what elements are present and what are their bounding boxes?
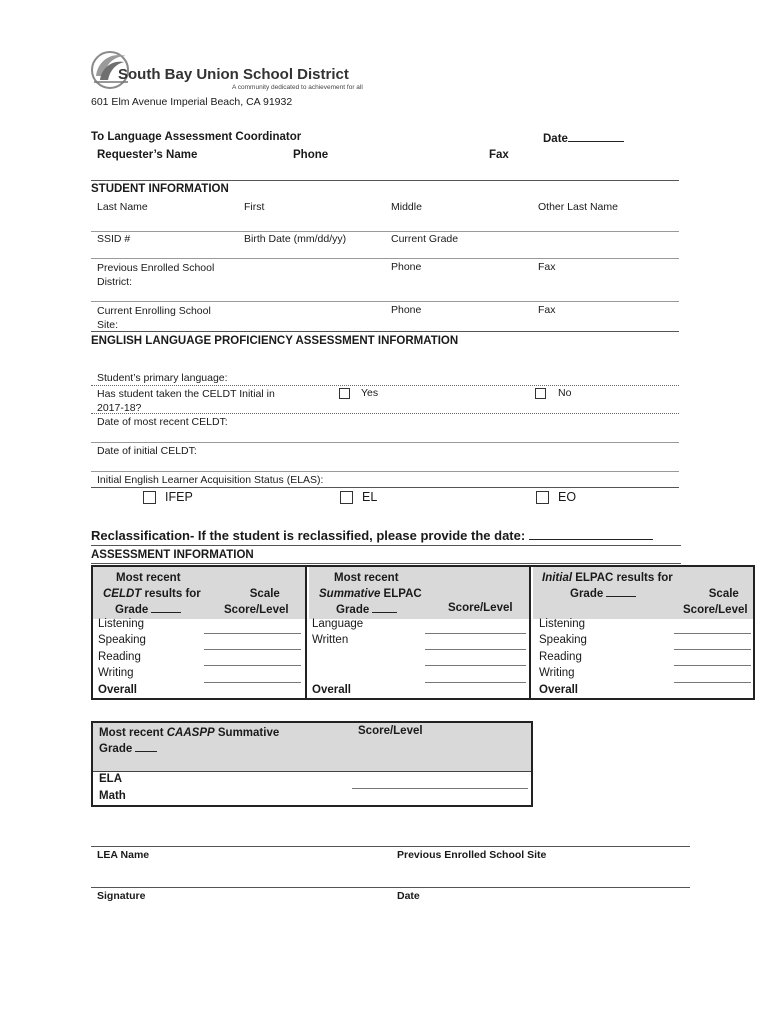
previous-school-phone-field[interactable]: Phone (391, 261, 422, 273)
initial-celdt-date-field[interactable]: Date of initial CELDT: (97, 445, 197, 457)
requester-label: Requester’s Name (97, 149, 198, 161)
reclassification-date-field[interactable] (529, 527, 653, 540)
divider (91, 887, 690, 888)
summative-score-heading: Score/Level (448, 602, 513, 614)
divider (91, 331, 679, 332)
summative-score-field[interactable] (425, 649, 526, 650)
divider (91, 563, 681, 564)
district-address: 601 Elm Avenue Imperial Beach, CA 91932 (91, 96, 293, 108)
celdt-scale-heading: Scale Score/Level (224, 588, 289, 616)
ifep-label: IFEP (165, 490, 193, 504)
divider (91, 413, 679, 414)
celdt-score-field[interactable] (204, 649, 301, 650)
middle-name-field[interactable]: Middle (391, 201, 422, 213)
fax-label: Fax (489, 149, 509, 161)
initial-score-field[interactable] (674, 649, 751, 650)
initial-scale-heading: Scale Score/Level (683, 588, 748, 616)
divider (91, 385, 679, 386)
divider (91, 545, 681, 546)
primary-language-field[interactable]: Student’s primary language: (97, 372, 228, 384)
caaspp-math-label: Math (99, 790, 126, 802)
ifep-checkbox[interactable] (143, 491, 156, 504)
el-checkbox[interactable] (340, 491, 353, 504)
initial-row-label: Speaking (539, 634, 587, 646)
celdt-initial-question: Has student taken the CELDT Initial in 2017-18? (97, 388, 275, 414)
no-label: No (558, 387, 572, 399)
summative-row-label: Language (312, 618, 364, 630)
divider (91, 258, 679, 259)
elas-label: Initial English Learner Acquisition Status (ELAS): (97, 474, 324, 486)
to-line: To Language Assessment Coordinator (91, 131, 302, 143)
divider (91, 231, 679, 232)
signature-date-field[interactable]: Date (397, 890, 420, 902)
district-tagline: A community dedicated to achievement for all (232, 84, 363, 91)
summative-score-field[interactable] (425, 633, 526, 634)
current-school-phone-field[interactable]: Phone (391, 304, 422, 316)
celdt-score-field[interactable] (204, 682, 301, 683)
celdt-row-label: Speaking (98, 634, 146, 646)
summative-overall-label: Overall (312, 684, 351, 696)
divider (91, 301, 679, 302)
initial-score-field[interactable] (674, 682, 751, 683)
celdt-score-field[interactable] (204, 633, 301, 634)
celdt-score-field[interactable] (204, 665, 301, 666)
current-school-field[interactable]: Current Enrolling School Site: (97, 305, 211, 331)
summative-score-field[interactable] (425, 665, 526, 666)
district-name: South Bay Union School District (118, 66, 349, 83)
caaspp-heading: Most recent CAASPP Summative Grade (99, 727, 280, 755)
initial-score-field[interactable] (674, 633, 751, 634)
date-label: Date (543, 131, 624, 145)
current-grade-field[interactable]: Current Grade (391, 233, 459, 245)
divider (91, 846, 690, 847)
current-school-fax-field[interactable]: Fax (538, 304, 556, 316)
el-label: EL (362, 490, 378, 504)
previous-school-site-field[interactable]: Previous Enrolled School Site (397, 849, 547, 861)
initial-row-label: Reading (539, 651, 582, 663)
eo-checkbox[interactable] (536, 491, 549, 504)
initial-overall-label: Overall (539, 684, 578, 696)
celdt-overall-label: Overall (98, 684, 137, 696)
celdt-heading: Most recent CELDT results for Grade (103, 572, 201, 616)
yes-label: Yes (361, 387, 379, 399)
student-section-title: STUDENT INFORMATION (91, 183, 229, 195)
divider (91, 471, 679, 472)
eo-label: EO (558, 490, 577, 504)
divider (91, 487, 679, 488)
initial-elpac-heading: Initial ELPAC results for Grade (542, 572, 673, 600)
initial-score-field[interactable] (674, 665, 751, 666)
summative-score-field[interactable] (425, 682, 526, 683)
summative-row-label: Written (312, 634, 349, 646)
initial-row-label: Writing (539, 667, 575, 679)
assessment-section-title: ASSESSMENT INFORMATION (91, 549, 254, 561)
caaspp-ela-score-field[interactable] (352, 788, 528, 789)
birth-date-field[interactable]: Birth Date (mm/dd/yy) (244, 233, 347, 245)
yes-checkbox[interactable] (339, 388, 350, 399)
celdt-row-label: Writing (98, 667, 134, 679)
divider (93, 771, 531, 772)
column-divider (305, 565, 307, 700)
initial-row-label: Listening (539, 618, 586, 630)
recent-celdt-date-field[interactable]: Date of most recent CELDT: (97, 416, 228, 428)
caaspp-score-heading: Score/Level (358, 725, 423, 737)
phone-label: Phone (293, 149, 329, 161)
reclassification-line: Reclassification- If the student is reclassified, please provide the date: (91, 527, 653, 543)
column-divider (529, 565, 531, 700)
divider (91, 442, 679, 443)
divider (91, 180, 679, 181)
other-last-name-field[interactable]: Other Last Name (538, 201, 618, 213)
first-name-field[interactable]: First (244, 201, 265, 213)
caaspp-ela-label: ELA (99, 773, 122, 785)
elpa-section-title: ENGLISH LANGUAGE PROFICIENCY ASSESSMENT INFORMATION (91, 335, 459, 347)
last-name-field[interactable]: Last Name (97, 201, 148, 213)
celdt-row-label: Reading (98, 651, 141, 663)
signature-field[interactable]: Signature (97, 890, 146, 902)
lea-name-field[interactable]: LEA Name (97, 849, 150, 861)
ssid-field[interactable]: SSID # (97, 233, 131, 245)
previous-school-field[interactable]: Previous Enrolled School District: (97, 262, 215, 288)
celdt-row-label: Listening (98, 618, 145, 630)
summative-heading: Most recent Summative ELPAC Grade (319, 572, 422, 616)
previous-school-fax-field[interactable]: Fax (538, 261, 556, 273)
no-checkbox[interactable] (535, 388, 546, 399)
